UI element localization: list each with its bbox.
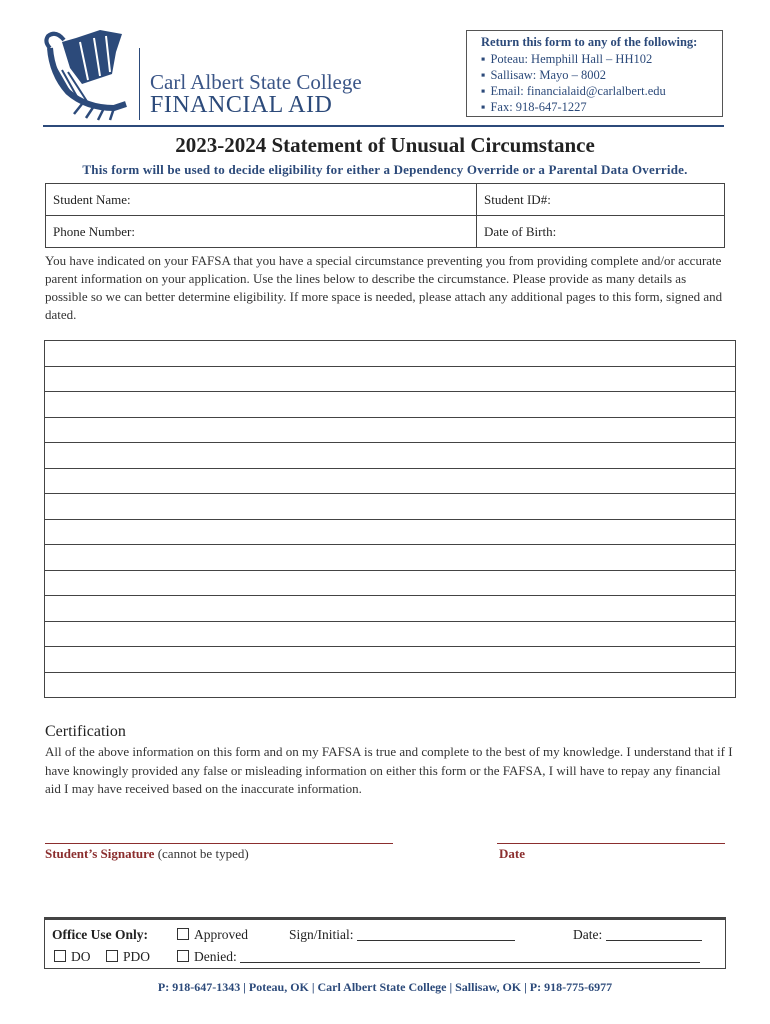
writing-line — [45, 646, 735, 647]
writing-line — [45, 595, 735, 596]
return-instructions-box — [466, 30, 723, 117]
do-option[interactable] — [54, 949, 91, 965]
date-label: Date — [499, 846, 525, 861]
student-id-field[interactable]: Student ID#: — [477, 184, 725, 216]
writing-line — [45, 621, 735, 622]
return-item-fax: ▪ Fax: 918-647-1227 — [481, 99, 722, 115]
pdo-option[interactable] — [106, 949, 150, 965]
logo-divider — [139, 48, 140, 120]
return-heading: Return this form to any of the following: — [481, 35, 698, 49]
denied-line[interactable] — [240, 950, 700, 963]
date-of-birth-field[interactable]: Date of Birth: — [477, 216, 725, 248]
return-list — [481, 51, 722, 115]
signature-note: (cannot be typed) — [157, 846, 249, 861]
office-use-label: Office Use Only: — [52, 927, 148, 942]
do-label: DO — [71, 949, 91, 964]
writing-line — [45, 519, 735, 520]
office-date-label: Date: — [573, 927, 603, 942]
student-info-table — [45, 183, 725, 248]
approved-option[interactable] — [177, 927, 248, 943]
writing-line — [45, 672, 735, 673]
approved-checkbox[interactable] — [177, 928, 189, 940]
writing-line — [45, 493, 735, 494]
pdo-checkbox[interactable] — [106, 950, 118, 962]
writing-line — [45, 570, 735, 571]
viking-ship-logo — [42, 28, 134, 124]
writing-line — [45, 366, 735, 367]
do-checkbox[interactable] — [54, 950, 66, 962]
department-title: FINANCIAL AID — [150, 92, 333, 118]
office-date-line[interactable] — [606, 928, 702, 941]
approved-label: Approved — [194, 927, 248, 942]
denied-option[interactable] — [177, 949, 700, 965]
writing-line — [45, 442, 735, 443]
form-title: 2023-2024 Statement of Unusual Circumstance — [175, 133, 595, 157]
return-item-email[interactable]: ▪ Email: financialaid@carlalbert.edu — [481, 83, 722, 99]
denied-label: Denied: — [194, 949, 237, 964]
phone-number-field[interactable]: Phone Number: — [46, 216, 477, 248]
pdo-label: PDO — [123, 949, 151, 964]
sign-initial-line[interactable] — [357, 928, 515, 941]
form-subtitle: This form will be used to decide eligibility for either a Dependency Override or a Parental Data Override. — [82, 162, 688, 177]
return-item-poteau: ▪ Poteau: Hemphill Hall – HH102 — [481, 51, 722, 67]
writing-line — [45, 391, 735, 392]
student-name-field[interactable]: Student Name: — [46, 184, 477, 216]
denied-checkbox[interactable] — [177, 950, 189, 962]
certification-heading: Certification — [45, 723, 126, 740]
return-item-sallisaw: ▪ Sallisaw: Mayo – 8002 — [481, 67, 722, 83]
instructions-text: You have indicated on your FAFSA that you have a special circumstance preventing you from providing complete and/or accurate parent information on your application. Use the lines below to describe the circumstance. Please provide as many details as possible so we can better determine eligibility. If more space is needed, please attach any additional pages to this form, signed and dated. — [45, 253, 723, 322]
writing-line — [45, 468, 735, 469]
date-line[interactable] — [497, 843, 725, 844]
signature-label-text: Student’s Signature — [45, 846, 155, 861]
signature-label — [45, 846, 249, 862]
sign-initial-label: Sign/Initial: — [289, 927, 354, 942]
circumstance-writing-area[interactable] — [44, 340, 736, 698]
office-use-box — [44, 917, 726, 969]
sign-initial-field[interactable] — [289, 927, 515, 943]
header-rule — [43, 125, 724, 127]
signature-line[interactable] — [45, 843, 393, 844]
footer-contact: P: 918-647-1343 | Poteau, OK | Carl Albert State College | Sallisaw, OK | P: 918-775-6977 — [157, 980, 613, 994]
office-date-field[interactable] — [573, 927, 702, 943]
writing-line — [45, 544, 735, 545]
writing-line — [45, 417, 735, 418]
certification-text: All of the above information on this form and on my FAFSA is true and complete to the best of my knowledge. I understand that if I have knowingly provided any false or misleading information on either this form or the FAFSA, I will have to repay any financial aid I may have received based on the inaccurate information. — [45, 744, 733, 796]
college-name: Carl Albert State College — [150, 70, 362, 94]
